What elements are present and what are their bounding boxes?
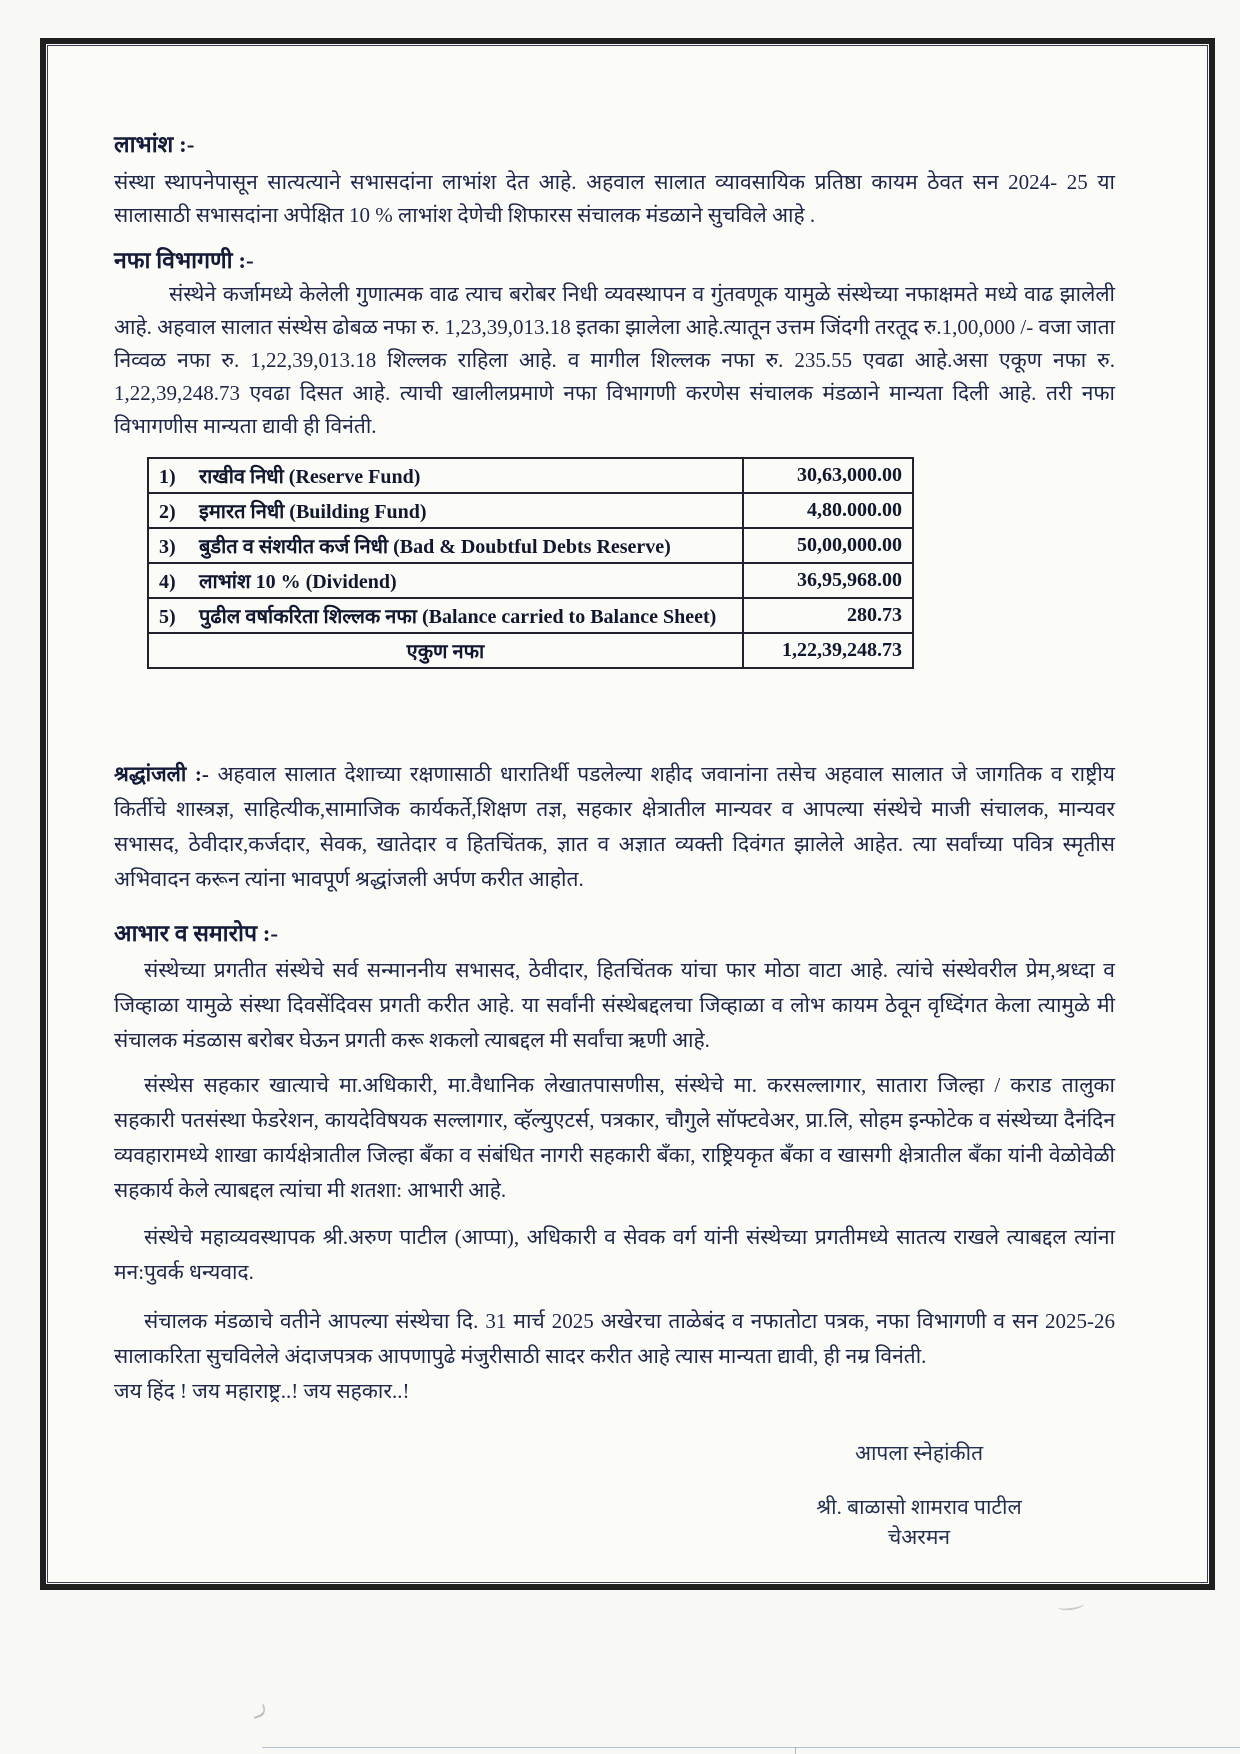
dividend-paragraph: संस्था स्थापनेपासून सात्यत्याने सभासदांना लाभांश देत आहे. अहवाल सालात व्यावसायिक प्रतिष्ठा कायम ठेवत सन 2024- 25 या सालासाठी सभासदांना अपेक्षित 10 % लाभांश देणेची शिफारस संचालक मंडळाने सुचविले आहे . [114,170,1115,227]
signature-title: चेअरमन [887,1525,951,1549]
row-amount: 4,80.000.00 [743,493,913,528]
signature-salutation: आपला स्नेहांकीत [854,1441,984,1465]
table-row [148,493,913,528]
scan-artifact-tick [795,1747,796,1754]
row-number: 3) [159,536,176,558]
row-number: 5) [159,606,176,628]
signature-name: श्री. बाळासो शामराव पाटील [816,1495,1022,1519]
document-content [114,130,1115,1551]
row-label: राखीव निधी (Reserve Fund) [199,466,421,488]
scan-artifact-mark [251,1704,268,1719]
dividend-heading: लाभांश :- [114,132,195,157]
homage-paragraph [114,757,1115,897]
table-row [148,528,913,563]
row-number: 4) [159,571,176,593]
row-number: 2) [159,501,176,523]
scan-artifact-mark [1058,1599,1085,1612]
total-label: एकुण नफा [148,633,743,668]
row-amount: 30,63,000.00 [743,458,913,493]
row-label: पुढील वर्षाकरिता शिल्लक नफा (Balance carried to Balance Sheet) [199,606,717,628]
page-border-frame [40,38,1215,1590]
row-amount: 50,00,000.00 [743,528,913,563]
slogan-line: जय हिंद ! जय महाराष्ट्र..! जय सहकार..! [114,1379,410,1403]
row-number: 1) [159,466,176,488]
row-label: लाभांश 10 % (Dividend) [199,571,397,593]
table-row [148,598,913,633]
profit-distribution-table [147,457,914,669]
homage-heading: श्रद्धांजली :- [114,762,209,786]
row-amount: 280.73 [743,598,913,633]
thanks-paragraph-1: संस्थेच्या प्रगतीत संस्थेचे सर्व सन्माननीय सभासद, ठेवीदार, हितचिंतक यांचा फार मोठा वाटा आहे. त्यांचे संस्थेवरील प्रेम,श्रध्दा व जिव्हाळा यामुळे संस्था दिवसेंदिवस प्रगती करीत आहे. या सर्वांनी संस्थेबद्दलचा जिव्हाळा व लोभ कायम ठेवून वृध्दिंगत केला त्यामुळे मी संचालक मंडळास बरोबर घेऊन प्रगती करू शकलो त्याबद्दल मी सर्वांचा ऋणी आहे. [114,958,1115,1052]
profit-distribution-heading: नफा विभागणी :- [114,248,254,273]
thanks-paragraph-2: संस्थेस सहकार खात्याचे मा.अधिकारी, मा.वैधानिक लेखातपासणीस, संस्थेचे मा. करसल्लागार, सातारा जिल्हा / कराड तालुका सहकारी पतसंस्था फेडरेशन, कायदेविषयक सल्लागार, व्हॅल्युएटर्स, पत्रकार, चौगुले सॉफ्टवेअर, प्रा.लि, सोहम इन्फोटेक व संस्थेच्या दैनंदिन व्यवहारामध्ये शाखा कार्यक्षेत्रातील जिल्हा बँका व संबंधित नागरी सहकारी बँका, राष्ट्रियकृत बँका व खासगी क्षेत्रातील बँका यांनी वेळोवेळी सहकार्य केले त्याबद्दल त्यांचा मी शतशा: आभारी आहे. [114,1073,1115,1202]
row-label: बुडीत व संशयीत कर्ज निधी (Bad & Doubtful Debts Reserve) [199,536,671,558]
scan-artifact-line [262,1747,1240,1748]
total-amount: 1,22,39,248.73 [743,633,913,668]
row-amount: 36,95,968.00 [743,563,913,598]
thanks-heading: आभार व समारोप :- [114,921,279,946]
profit-distribution-paragraph: संस्थेने कर्जामध्ये केलेली गुणात्मक वाढ त्याच बरोबर निधी व्यवस्थापन व गुंतवणूक यामुळे संस्थेच्या नफाक्षमते मध्ये वाढ झालेली आहे. अहवाल सालात संस्थेस ढोबळ नफा रु. 1,23,39,013.18 इतका झालेला आहे.त्यातून उत्तम जिंदगी तरतूद रु.1,00,000 /- वजा जाता निव्वळ नफा रु. 1,22,39,013.18 शिल्लक राहिला आहे. व मागील शिल्लक नफा रु. 235.55 एवढा आहे.असा एकूण नफा रु. 1,22,39,248.73 एवढा दिसत आहे. त्याची खालीलप्रमाणे नफा विभागणी करणेस संचालक मंडळाने मान्यता दिली आहे. तरी नफा विभागणीस मान्यता द्यावी ही विनंती. [114,282,1115,438]
signature-block [769,1439,1069,1551]
thanks-paragraph-3: संस्थेचे महाव्यवस्थापक श्री.अरुण पाटील (आप्पा), अधिकारी व सेवक वर्ग यांनी संस्थेच्या प्रगतीमध्ये सातत्य राखले त्याबद्दल त्यांना मन:पुवर्क धन्यवाद. [114,1225,1115,1284]
table-row [148,458,913,493]
table-row [148,563,913,598]
table-total-row [148,633,913,668]
closing-paragraph: संचालक मंडळाचे वतीने आपल्या संस्थेचा दि. 31 मार्च 2025 अखेरचा ताळेबंद व नफातोटा पत्रक, नफा विभागणी व सन 2025-26 सालाकरिता सुचविलेले अंदाजपत्रक आपणापुढे मंजुरीसाठी सादर करीत आहे त्यास मान्यता द्यावी, ही नम्र विनंती. [114,1309,1115,1368]
homage-body: अहवाल सालात देशाच्या रक्षणासाठी धारातिर्थी पडलेल्या शहीद जवानांना तसेच अहवाल सालात जे जागतिक व राष्ट्रीय किर्तीचे शास्त्रज्ञ, साहित्यीक,सामाजिक कार्यकर्ते,शिक्षण तज्ञ, सहकार क्षेत्रातील मान्यवर व आपल्या संस्थेचे माजी संचालक, मान्यवर सभासद, ठेवीदार,कर्जदार, सेवक, खातेदार व हितचिंतक, ज्ञात व अज्ञात व्यक्ती दिवंगत झालेले आहेत. त्या सर्वांच्या पवित्र स्मृतीस अभिवादन करून त्यांना भावपूर्ण श्रद्धांजली अर्पण करीत आहोत. [114,762,1115,891]
row-label: इमारत निधी (Building Fund) [199,501,427,523]
page-border-inner-rule [47,45,1208,1583]
